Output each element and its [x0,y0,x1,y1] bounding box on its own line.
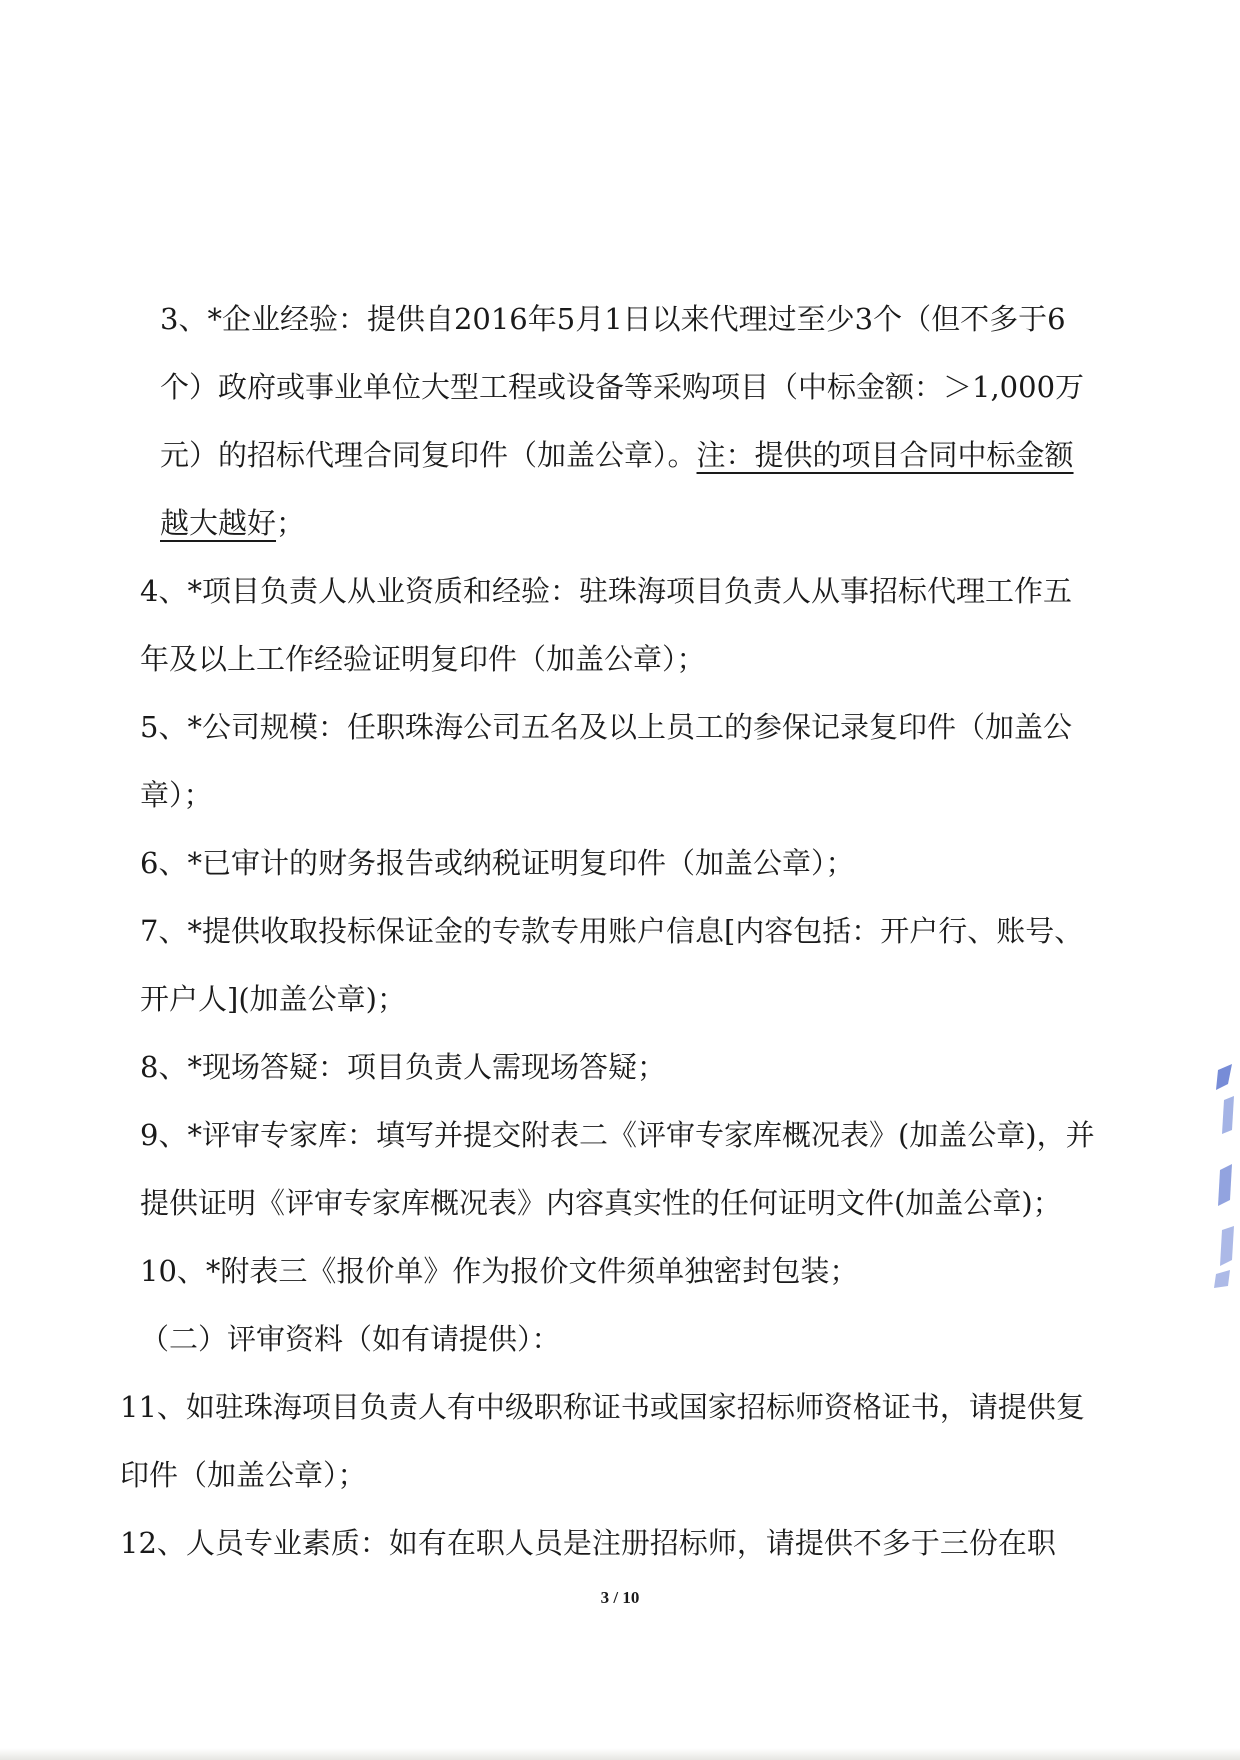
scan-bottom-edge [0,1748,1240,1760]
document-body [120,285,1095,1577]
page-number: 3 / 10 [600,1588,640,1607]
item-8-text: 8、*现场答疑：项目负责人需现场答疑； [140,1050,666,1084]
item-12-text: 12、人员专业素质：如有在职人员是注册招标师，请提供不多于三份在职 [120,1526,1056,1560]
section-2-text: （二）评审资料（如有请提供）： [140,1322,561,1356]
paragraph-item-5 [120,693,1095,829]
paragraph-item-12 [120,1509,1095,1577]
paragraph-item-11 [120,1373,1095,1509]
item-6-text: 6、*已审计的财务报告或纳税证明复印件（加盖公章）； [140,846,855,880]
paragraph-item-7 [120,897,1095,1033]
item-7-text: 7、*提供收取投标保证金的专款专用账户信息[内容包括：开户行、账号、开户人](加盖公章)； [140,914,1084,1016]
paragraph-item-8 [120,1033,1095,1101]
seal-stamp-edge-icon [1210,1060,1236,1290]
paragraph-item-9 [120,1101,1095,1237]
item-10-text: 10、*附表三《报价单》作为报价文件须单独密封包装； [140,1254,859,1288]
item-3-text: 3、*企业经验：提供自2016年5月1日以来代理过至少3个（但不多于6个）政府或事业单位大型工程或设备等采购项目（中标金额：＞1,000万元）的招标代理合同复印件（加盖公章）。 [160,302,1085,472]
paragraph-item-6 [120,829,1095,897]
paragraph-item-3 [120,285,1095,557]
paragraph-item-10 [120,1237,1095,1305]
item-5-text: 5、*公司规模：任职珠海公司五名及以上员工的参保记录复印件（加盖公章）； [140,710,1072,812]
section-heading-review-materials [120,1305,1095,1373]
item-4-text: 4、*项目负责人从业资质和经验：驻珠海项目负责人从事招标代理工作五年及以上工作经验证明复印件（加盖公章）； [140,574,1072,676]
item-11-text: 11、如驻珠海项目负责人有中级职称证书或国家招标师资格证书，请提供复印件（加盖公章）； [120,1390,1085,1492]
paragraph-item-4 [120,557,1095,693]
item-3-note: 注：提供的项目合同中标金额越大越好 [160,438,1074,540]
item-9-text: 9、*评审专家库：填写并提交附表二《评审专家库概况表》(加盖公章)，并提供证明《评审专家库概况表》内容真实性的任何证明文件(加盖公章)； [140,1118,1095,1220]
item-3-tail: ； [276,506,306,540]
